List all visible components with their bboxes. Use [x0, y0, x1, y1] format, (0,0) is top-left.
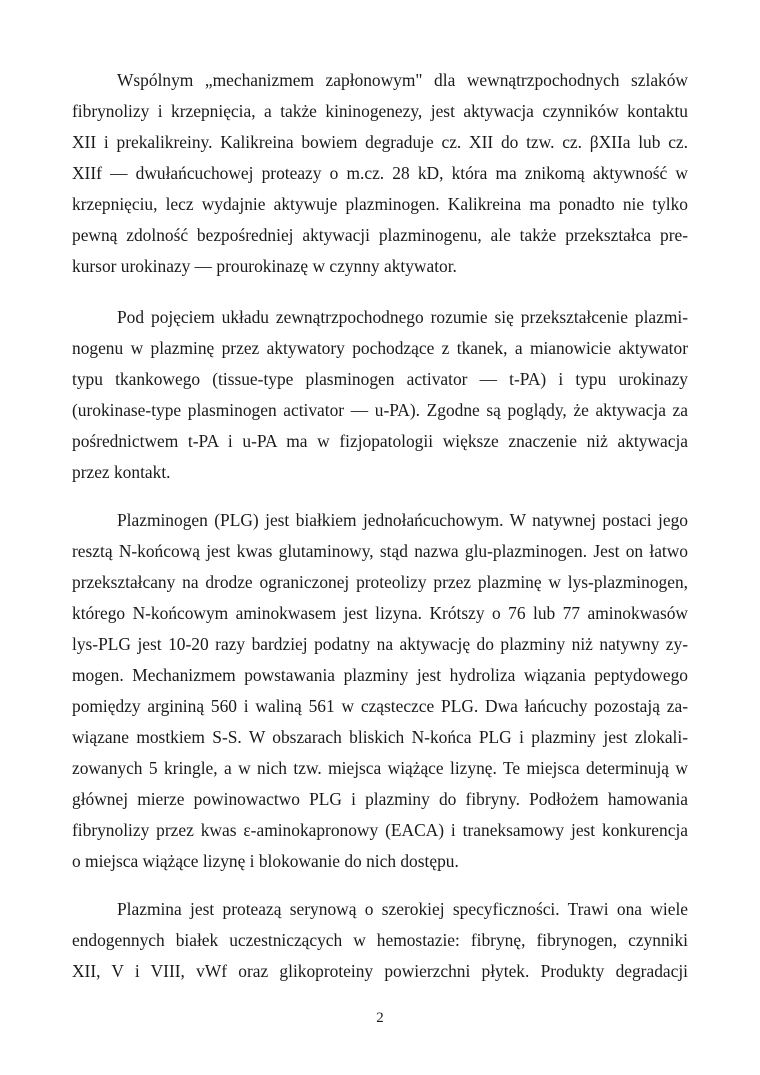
text-line: o miejsca wiążące lizynę i blokowanie do nich dostępu. — [72, 851, 459, 871]
text-line: resztą N-końcową jest kwas glutaminowy, stąd nazwa glu-plazminogen. Jest on łatwo — [72, 541, 688, 561]
text-line: krzepnięciu, lecz wydajnie aktywuje plazminogen. Kalikreina ma ponadto nie tylko — [72, 194, 688, 214]
text-line: przekształcany na drodze ograniczonej proteolizy przez plazminę w lys-plazminogen, — [72, 572, 688, 592]
text-line: którego N-końcowym aminokwasem jest lizyna. Krótszy o 76 lub 77 aminokwasów — [72, 603, 688, 623]
text-line: głównej mierze powinowactwo PLG i plazminy do fibryny. Podłożem hamowania — [72, 789, 688, 809]
paragraph-extrinsic-system — [72, 302, 688, 488]
text-line: typu tkankowego (tissue-type plasminogen activator — t-PA) i typu urokinazy — [72, 369, 688, 389]
page-number: 2 — [376, 1010, 384, 1026]
text-line: pewną zdolność bezpośredniej aktywacji plazminogenu, ale także przekształca pre- — [72, 225, 688, 245]
text-line: XII i prekalikreiny. Kalikreina bowiem degraduje cz. XII do tzw. cz. βXIIa lub cz. — [72, 132, 688, 152]
text-line: przez kontakt. — [72, 462, 171, 482]
text-line: Plazminogen (PLG) jest białkiem jednołańcuchowym. W natywnej postaci jego — [117, 510, 688, 530]
text-line: pomiędzy argininą 560 i waliną 561 w cząsteczce PLG. Dwa łańcuchy pozostają za- — [72, 696, 688, 716]
text-line: XIIf — dwułańcuchowej proteazy o m.cz. 28 kD, która ma znikomą aktywność w — [72, 163, 688, 183]
text-line: kursor urokinazy — prourokinazę w czynny aktywator. — [72, 256, 457, 276]
text-line: Pod pojęciem układu zewnątrzpochodnego rozumie się przekształcenie plazmi- — [117, 307, 688, 327]
text-line: lys-PLG jest 10-20 razy bardziej podatny na aktywację do plazminy niż natywny zy- — [72, 634, 688, 654]
text-line: mogen. Mechanizmem powstawania plazminy jest hydroliza wiązania peptydowego — [72, 665, 688, 685]
text-line: pośrednictwem t-PA i u-PA ma w fizjopatologii większe znaczenie niż aktywacja — [72, 431, 688, 451]
paragraph-plasmin — [72, 894, 688, 987]
text-line: nogenu w plazminę przez aktywatory pochodzące z tkanek, a mianowicie aktywator — [72, 338, 688, 358]
text-line: Wspólnym „mechanizmem zapłonowym" dla wewnątrzpochodnych szlaków — [117, 70, 688, 90]
text-line: Plazmina jest proteazą serynową o szerokiej specyficzności. Trawi ona wiele — [117, 899, 688, 919]
paragraph-contact-activation — [72, 65, 688, 282]
paragraph-plasminogen — [72, 505, 688, 877]
text-line: endogennych białek uczestniczących w hemostazie: fibrynę, fibrynogen, czynniki — [72, 930, 688, 950]
text-line: wiązane mostkiem S-S. W obszarach bliskich N-końca PLG i plazminy jest zlokali- — [72, 727, 688, 747]
text-line: (urokinase-type plasminogen activator — u-PA). Zgodne są poglądy, że aktywacja za — [72, 400, 688, 420]
text-line: zowanych 5 kringle, a w nich tzw. miejsca wiążące lizynę. Te miejsca determinują w — [72, 758, 688, 778]
text-line: fibrynolizy przez kwas ε-aminokapronowy (EACA) i traneksamowy jest konkurencja — [72, 820, 688, 840]
text-line: XII, V i VIII, vWf oraz glikoproteiny powierzchni płytek. Produkty degradacji — [72, 961, 688, 981]
text-line: fibrynolizy i krzepnięcia, a także kininogenezy, jest aktywacja czynników kontaktu — [72, 101, 688, 121]
